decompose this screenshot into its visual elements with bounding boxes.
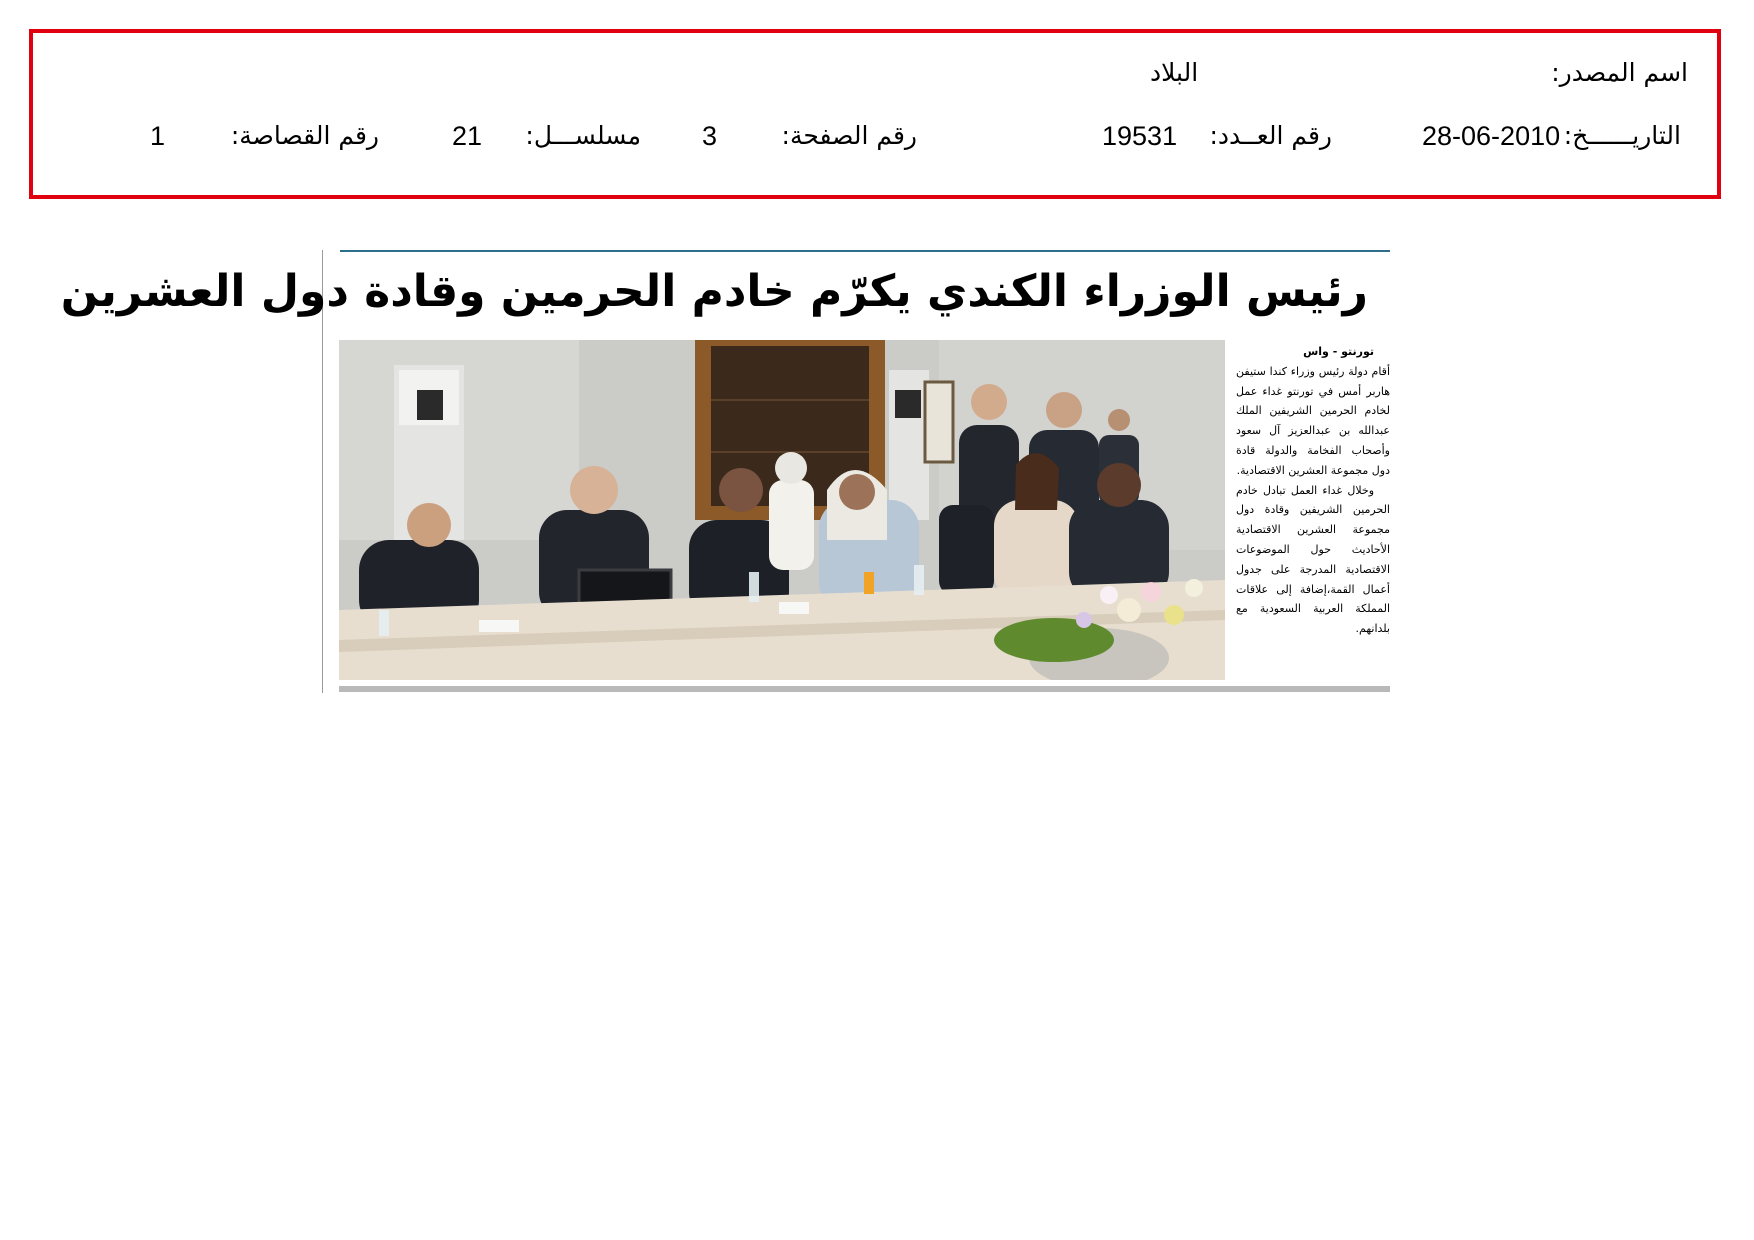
article-paragraph-1: أقام دولة رئيس وزراء كندا ستيفن هاربر أمس في تورنتو غداء عمل لخادم الحرمين الشريفين الملك عبدالله بن عبدالعزيز آل سعود وأصحاب الفخامة والدولة قادة دول مجموعة العشرين الاقتصادية. (1236, 364, 1390, 477)
clipping-top-rule (340, 250, 1390, 252)
clipping-bottom-bar (339, 686, 1390, 692)
summit-lunch-photo-illustration (339, 340, 1225, 680)
article-headline: رئيس الوزراء الكندي يكرّم خادم الحرمين وقادة دول العشرين (60, 266, 1368, 317)
serial-label: مسلســـل: (525, 121, 641, 150)
newspaper-clipping (60, 250, 1390, 693)
article-dateline: تورنتو - واس (1303, 345, 1374, 358)
page-label: رقم الصفحة: (781, 121, 917, 150)
serial-value: 21 (452, 121, 483, 151)
date-label: التاريــــــخ: (1563, 121, 1681, 150)
issue-label: رقم العــدد: (1209, 121, 1332, 150)
date-value: 28-06-2010 (1422, 121, 1561, 151)
page-value: 3 (702, 121, 718, 151)
source-label: اسم المصدر: (1551, 58, 1688, 87)
clipping-metadata-box (29, 29, 1721, 199)
article-photo (339, 340, 1225, 680)
article-body (1236, 342, 1390, 639)
article-paragraph-2: وخلال غداء العمل تبادل خادم الحرمين الشريفين وقادة دول مجموعة العشرين الاقتصادية الأحاديث حول الموضوعات الاقتصادية المدرجة على جدول أعمال القمة،إضافة إلى علاقات المملكة العربية السعودية مع بلدانهم. (1236, 483, 1390, 636)
clipping-value: 1 (150, 121, 166, 151)
issue-value: 19531 (1102, 121, 1178, 151)
source-value: البلاد (1150, 58, 1199, 87)
clipping-label: رقم القصاصة: (230, 121, 379, 150)
